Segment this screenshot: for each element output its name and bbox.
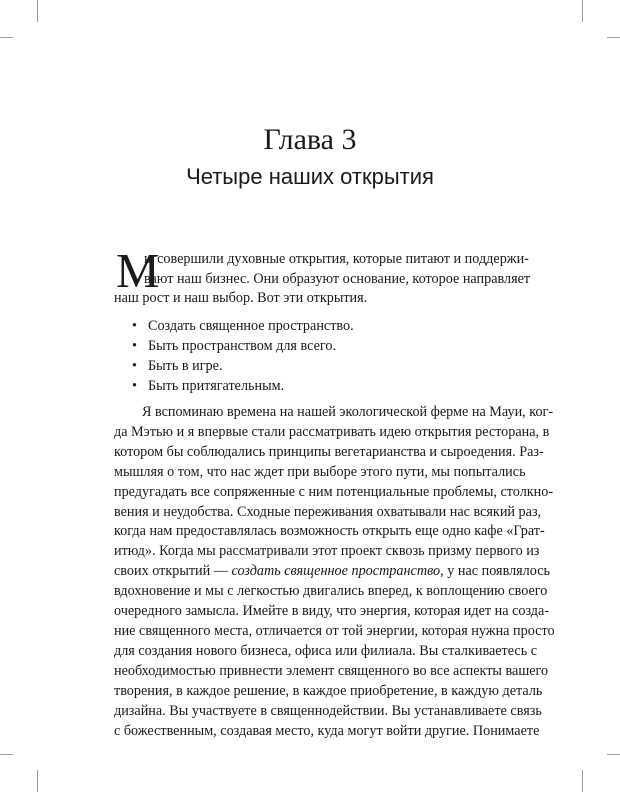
list-item: • Создать священное пространство.	[132, 318, 354, 334]
intro-line: наш рост и наш выбор. Вот эти открытия.	[114, 290, 368, 306]
body-line: очередного замысла. Имейте в виду, что энергия, которая идет на созда-	[114, 603, 550, 620]
bullet-icon: •	[132, 358, 137, 374]
body-line: дизайна. Вы участвуете в священнодействии. Вы устанавливаете связь	[114, 702, 542, 719]
list-item: • Быть пространством для всего.	[132, 338, 336, 354]
body-line: вения и неудобства. Сходные переживания охватывали нас всякий раз,	[114, 503, 542, 520]
body-line: вдохновение и мы с легкостью двигались вперед, к воплощению своего	[114, 583, 548, 600]
drop-cap: М	[116, 243, 160, 298]
chapter-title: Глава 3	[263, 123, 357, 156]
body-line: ние священного места, отличается от той энергии, которая нужна просто	[114, 622, 555, 639]
body-line: Я вспоминаю времена на нашей экологической ферме на Мауи, ког-	[142, 404, 554, 420]
body-line: мышляя о том, что нас ждет при выборе этого пути, мы попытались	[114, 463, 526, 480]
crop-mark	[582, 0, 583, 22]
chapter-subtitle: Четыре наших открытия	[186, 164, 434, 189]
crop-mark	[37, 770, 38, 792]
list-item: • Быть притягательным.	[132, 378, 285, 394]
body-line: да Мэтью и я впервые стали рассматривать идею открытия ресторана, в	[114, 423, 550, 440]
crop-mark	[0, 37, 13, 38]
body-line: для создания нового бизнеса, офиса или филиала. Вы сталкиваетесь с	[114, 642, 538, 659]
intro-line: вают наш бизнес. Они образуют основание, которое направляет	[144, 270, 531, 287]
body-line: котором бы соблюдались принципы вегетарианства и сыроедения. Раз-	[114, 443, 544, 460]
crop-mark	[607, 37, 620, 38]
bullet-icon: •	[132, 338, 137, 354]
intro-line: ы совершили духовные открытия, которые питают и поддержи-	[144, 251, 529, 267]
crop-mark	[0, 754, 13, 755]
body-line: предугадать все сопряженные с ним потенциальные проблемы, столкно-	[114, 483, 554, 500]
list-item: • Быть в игре.	[132, 358, 223, 374]
intro-paragraph	[114, 250, 531, 309]
emphasis-text: создать священное пространство	[231, 563, 441, 580]
body-line: необходимостью привнести элемент священного во все аспекты вашего	[114, 662, 549, 679]
body-line: своих открытий — создать священное пространство, у нас появлялось	[114, 563, 550, 580]
crop-mark	[607, 754, 620, 755]
bullet-icon: •	[132, 378, 137, 394]
discoveries-list	[132, 316, 354, 396]
body-line: итюд». Когда мы рассматривали этот проект сквозь призму первого из	[114, 543, 540, 560]
bullet-icon: •	[132, 318, 137, 334]
body-line: с божественным, создавая место, куда могут войти другие. Понимаете	[114, 722, 540, 739]
crop-mark	[582, 770, 583, 792]
crop-mark	[37, 0, 38, 22]
body-paragraph	[114, 403, 555, 741]
body-line: когда нам предоставлялась возможность открыть еще одно кафе «Грат-	[114, 523, 545, 540]
body-line: творения, в каждое решение, в каждое приобретение, в каждую деталь	[114, 682, 543, 699]
